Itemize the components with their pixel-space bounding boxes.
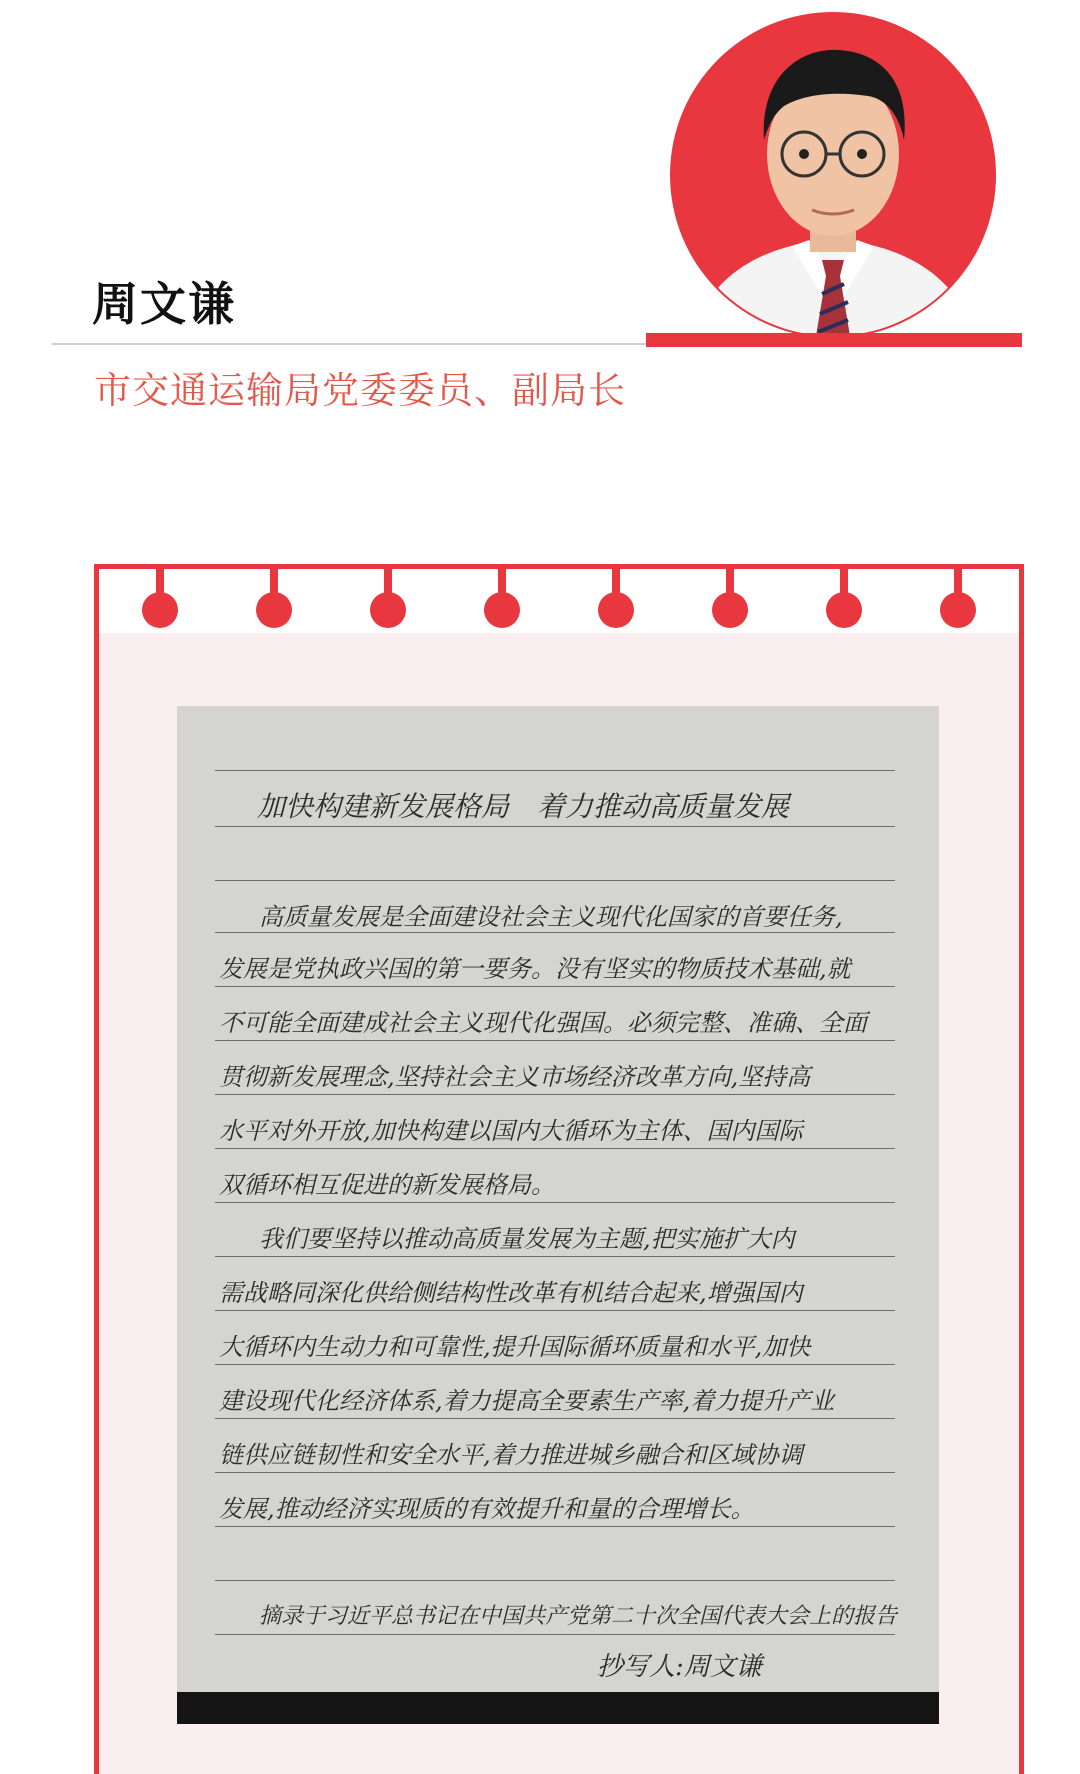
ruled-line xyxy=(215,1310,895,1311)
letter-line: 高质量发展是全面建设社会主义现代化国家的首要任务, xyxy=(259,903,843,931)
portrait-illustration xyxy=(672,14,994,336)
letter-source: 摘录于习近平总书记在中国共产党第二十次全国代表大会上的报告 xyxy=(259,1604,898,1629)
ruled-line xyxy=(215,986,895,987)
binder-rings xyxy=(94,564,1024,634)
letter-line: 双循环相互促进的新发展格局。 xyxy=(219,1171,555,1199)
ruled-line xyxy=(215,1580,895,1581)
profile-title: 市交通运输局党委委员、副局长 xyxy=(94,369,626,412)
letter-line: 链供应链韧性和安全水平,着力推进城乡融合和区域协调 xyxy=(219,1441,803,1469)
ruled-line xyxy=(215,1256,895,1257)
ruled-line xyxy=(215,1040,895,1041)
divider-line xyxy=(52,343,646,345)
letter-line: 发展是党执政兴国的第一要务。没有坚实的物质技术基础,就 xyxy=(219,955,851,983)
ruled-line xyxy=(215,1418,895,1419)
ruled-line xyxy=(215,1526,895,1527)
profile-photo xyxy=(672,14,994,336)
letter-line: 需战略同深化供给侧结构性改革有机结合起来,增强国内 xyxy=(219,1279,803,1307)
letter-line: 建设现代化经济体系,着力提高全要素生产率,着力提升产业 xyxy=(219,1387,835,1415)
ruled-line xyxy=(215,880,895,881)
letter-line: 不可能全面建成社会主义现代化强国。必须完整、准确、全面 xyxy=(219,1009,867,1037)
ruled-line xyxy=(215,826,895,827)
ruled-line xyxy=(215,1148,895,1149)
accent-bar xyxy=(646,333,1022,347)
paper-shadow xyxy=(177,1692,939,1724)
letter-heading: 加快构建新发展格局 着力推动高质量发展 xyxy=(257,792,790,822)
letter-line: 发展,推动经济实现质的有效提升和量的合理增长。 xyxy=(219,1495,755,1523)
letter-line: 大循环内生动力和可靠性,提升国际循环质量和水平,加快 xyxy=(219,1333,811,1361)
letter-line: 贯彻新发展理念,坚持社会主义市场经济改革方向,坚持高 xyxy=(219,1063,811,1091)
letter-signature: 抄写人:周文谦 xyxy=(597,1652,762,1682)
ruled-line xyxy=(215,1472,895,1473)
handwritten-letter xyxy=(177,706,939,1724)
ruled-line xyxy=(215,1634,895,1635)
letter-line: 我们要坚持以推动高质量发展为主题,把实施扩大内 xyxy=(259,1225,795,1253)
ruled-line xyxy=(215,1202,895,1203)
ruled-line xyxy=(215,770,895,771)
ruled-line xyxy=(215,1094,895,1095)
ruled-line xyxy=(215,932,895,933)
profile-name: 周文谦 xyxy=(92,277,236,331)
letter-line: 水平对外开放,加快构建以国内大循环为主体、国内国际 xyxy=(219,1117,803,1145)
ruled-line xyxy=(215,1364,895,1365)
